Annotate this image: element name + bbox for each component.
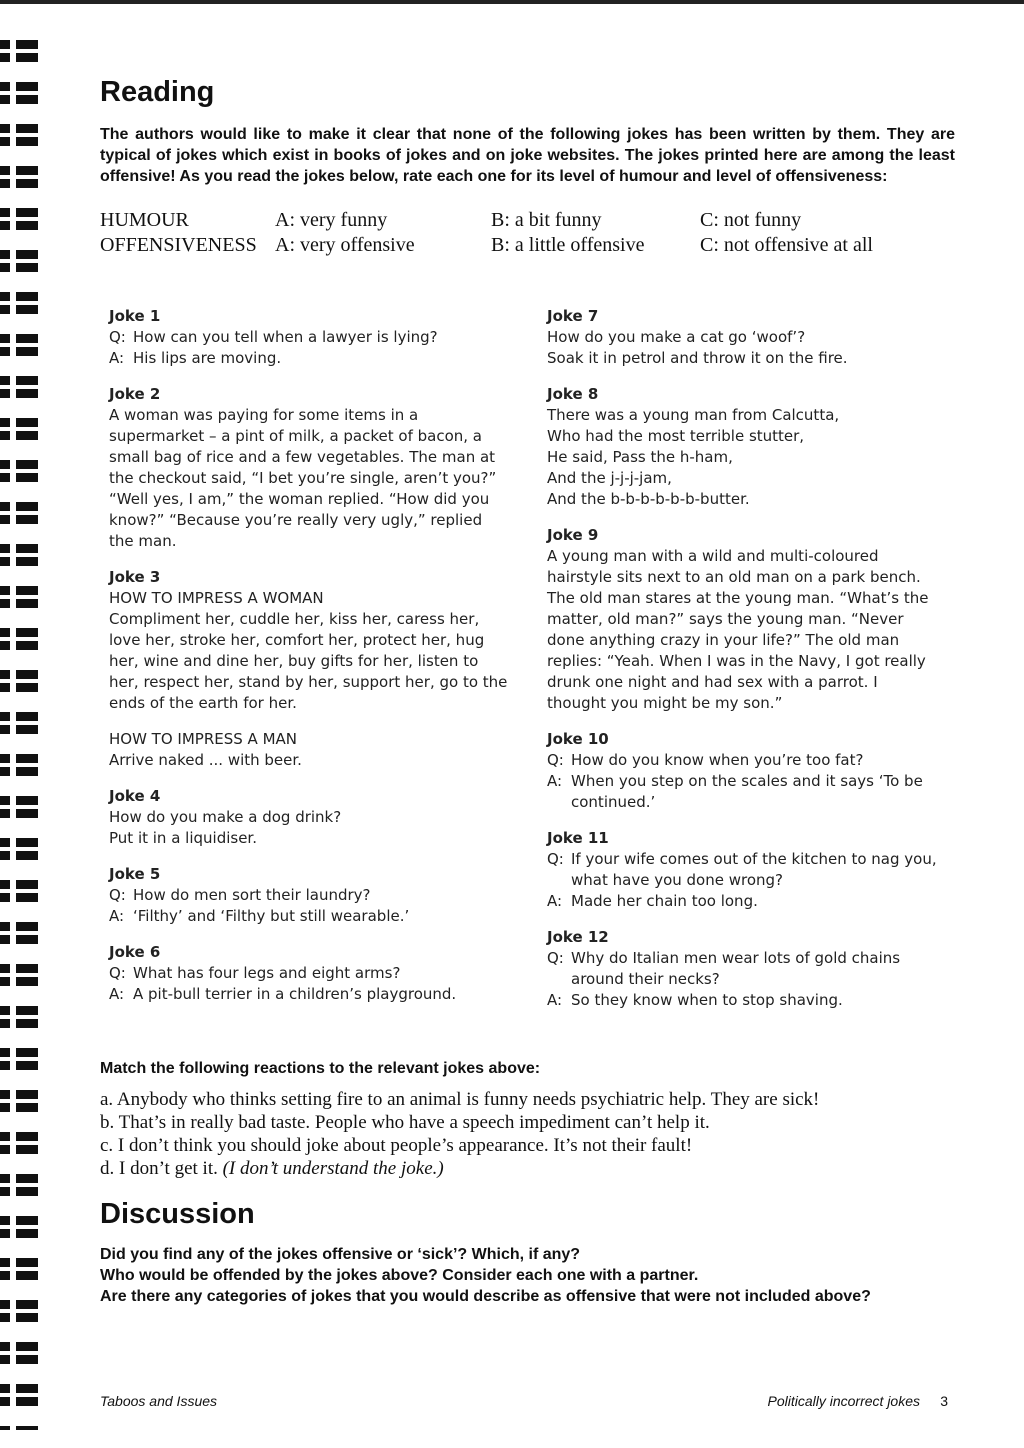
joke-title: Joke 5 [109, 865, 161, 883]
joke-line: Compliment her, cuddle her, kiss her, caress her, love her, stroke her, comfort her, protect her, hug her, wine and dine her, buy gifts for her, listen to her, respect her, stand by her, support her, go to the ends of the earth for her. [109, 610, 508, 712]
reaction-item [100, 1111, 819, 1134]
joke-line: There was a young man from Calcutta, [547, 406, 840, 424]
jokes-right-column [547, 306, 937, 1026]
joke-qa-line [109, 984, 509, 1005]
joke-title: Joke 9 [547, 526, 599, 544]
qa-tag: Q: [547, 949, 564, 967]
discussion-question: Who would be offended by the jokes above? Consider each one with a partner. [100, 1267, 699, 1284]
reaction-list [100, 1088, 819, 1180]
joke-qa-line [547, 891, 937, 912]
offensiveness-option-a: A: very offensive [275, 234, 415, 256]
joke-line: How do you make a cat go ‘woof’? [547, 328, 806, 346]
qa-tag: Q: [109, 964, 126, 982]
joke-qa-line [109, 906, 509, 927]
joke-title: Joke 7 [547, 307, 599, 325]
qa-tag: A: [547, 892, 563, 910]
joke-block [547, 729, 937, 813]
qa-tag: Q: [109, 886, 126, 904]
discussion-questions [100, 1244, 871, 1307]
joke-block [547, 927, 937, 1011]
qa-text: What has four legs and eight arms? [133, 964, 401, 982]
qa-text: Made her chain too long. [571, 892, 758, 910]
offensiveness-scale-row [100, 233, 960, 258]
joke-block [547, 384, 937, 510]
joke-qa-line [547, 990, 937, 1011]
joke-qa-line [547, 849, 937, 891]
qa-text: His lips are moving. [133, 349, 282, 367]
reaction-item [100, 1157, 819, 1180]
joke-qa-line [109, 963, 509, 984]
qa-text: If your wife comes out of the kitchen to nag you, what have you done wrong? [571, 850, 937, 889]
qa-text: How do men sort their laundry? [133, 886, 371, 904]
footer-book-title: Taboos and Issues [100, 1393, 218, 1409]
footer-unit-title: Politically incorrect jokes [767, 1393, 920, 1409]
joke-line: Who had the most terrible stutter, [547, 427, 805, 445]
qa-tag: A: [109, 349, 125, 367]
page-top-edge [0, 0, 1024, 4]
joke-line: HOW TO IMPRESS A MAN [109, 730, 297, 748]
qa-text: ‘Filthy’ and ‘Filthy but still wearable.’ [133, 907, 410, 925]
joke-title: Joke 10 [547, 730, 609, 748]
qa-text: Why do Italian men wear lots of gold chains around their necks? [571, 949, 901, 988]
reaction-item [100, 1134, 819, 1157]
qa-tag: Q: [547, 751, 564, 769]
joke-title: Joke 12 [547, 928, 609, 946]
joke-line: HOW TO IMPRESS A WOMAN [109, 589, 324, 607]
qa-tag: A: [109, 907, 125, 925]
joke-title: Joke 4 [109, 787, 161, 805]
joke-block [109, 942, 509, 1005]
qa-tag: Q: [109, 328, 126, 346]
humour-option-b: B: a bit funny [491, 209, 602, 231]
qa-text: So they know when to stop shaving. [571, 991, 843, 1009]
joke-block [547, 828, 937, 912]
joke-title: Joke 11 [547, 829, 609, 847]
joke-title: Joke 6 [109, 943, 161, 961]
humour-option-c: C: not funny [700, 209, 802, 231]
qa-text: How can you tell when a lawyer is lying? [133, 328, 438, 346]
joke-line: A woman was paying for some items in a supermarket – a pint of milk, a packet of bacon, a small bag of rice and a few vegetables. The man at the checkout said, “I bet you’re single, aren’t you?” “Well yes, I am,” the woman replied. “How did you know?” “Because you’re really very ugly,” replied the man. [109, 406, 497, 550]
reading-heading: Reading [100, 76, 215, 108]
joke-block [109, 864, 509, 927]
qa-text: How do you know when you’re too fat? [571, 751, 864, 769]
joke-line: And the j-j-j-jam, [547, 469, 672, 487]
joke-title: Joke 8 [547, 385, 599, 403]
reaction-text: a. Anybody who thinks setting fire to an animal is funny needs psychiatric help. They are sick! [100, 1089, 820, 1110]
joke-line: Arrive naked ... with beer. [109, 751, 302, 769]
joke-qa-line [109, 348, 509, 369]
spiral-binding [0, 40, 38, 1430]
jokes-left-column [109, 306, 509, 1020]
page-number: 3 [940, 1393, 948, 1409]
match-heading: Match the following reactions to the relevant jokes above: [100, 1060, 541, 1077]
joke-qa-line [547, 771, 937, 813]
joke-block [109, 384, 509, 552]
joke-block [547, 525, 937, 714]
joke-title: Joke 1 [109, 307, 161, 325]
reading-intro: The authors would like to make it clear that none of the following jokes has been written by them. They are typical of jokes which exist in books of jokes and on joke websites. The jokes printed here are among the least offensive! As you read the jokes below, rate each one for its level of humour and level of offensiveness: [100, 126, 955, 185]
offensiveness-label: OFFENSIVENESS [100, 234, 257, 256]
joke-line: And the b-b-b-b-b-b-butter. [547, 490, 750, 508]
offensiveness-option-c: C: not offensive at all [700, 234, 873, 256]
joke-qa-line [109, 327, 509, 348]
joke-line: How do you make a dog drink? [109, 808, 342, 826]
joke-line: Put it in a liquidiser. [109, 829, 257, 847]
joke-qa-line [547, 948, 937, 990]
qa-tag: A: [109, 985, 125, 1003]
joke-block [109, 567, 509, 771]
discussion-question: Are there any categories of jokes that you would describe as offensive that were not included above? [100, 1288, 871, 1305]
joke-title: Joke 3 [109, 568, 161, 586]
qa-tag: Q: [547, 850, 564, 868]
humour-scale-row [100, 208, 960, 233]
qa-tag: A: [547, 991, 563, 1009]
reaction-gloss: (I don’t understand the joke.) [222, 1158, 444, 1179]
qa-tag: A: [547, 772, 563, 790]
joke-qa-line [109, 885, 509, 906]
discussion-question: Did you find any of the jokes offensive or ‘sick’? Which, if any? [100, 1246, 581, 1263]
reaction-text: d. I don’t get it. [100, 1158, 218, 1179]
joke-line: A young man with a wild and multi-coloured hairstyle sits next to an old man on a park bench. The old man stares at the young man. “What’s the matter, old man?” says the young man. “Never done anything crazy in your life?” The old man replies: “Yeah. When I was in the Navy, I got really drunk one night and had sex with a parrot. I thought you might be my son.” [547, 547, 929, 712]
joke-title: Joke 2 [109, 385, 161, 403]
offensiveness-option-b: B: a little offensive [491, 234, 645, 256]
qa-text: When you step on the scales and it says ‘To be continued.’ [571, 772, 923, 811]
humour-label: HUMOUR [100, 209, 189, 231]
reaction-item [100, 1088, 819, 1111]
joke-spacer [109, 714, 509, 729]
joke-line: He said, Pass the h-ham, [547, 448, 733, 466]
discussion-heading: Discussion [100, 1198, 255, 1230]
rating-scale [100, 208, 960, 258]
joke-block [547, 306, 937, 369]
joke-line: Soak it in petrol and throw it on the fire. [547, 349, 848, 367]
humour-option-a: A: very funny [275, 209, 388, 231]
joke-qa-line [547, 750, 937, 771]
joke-block [109, 306, 509, 369]
qa-text: A pit-bull terrier in a children’s playground. [133, 985, 457, 1003]
joke-block [109, 786, 509, 849]
reaction-text: c. I don’t think you should joke about people’s appearance. It’s not their fault! [100, 1135, 693, 1156]
reaction-text: b. That’s in really bad taste. People who have a speech impediment can’t help it. [100, 1112, 710, 1133]
